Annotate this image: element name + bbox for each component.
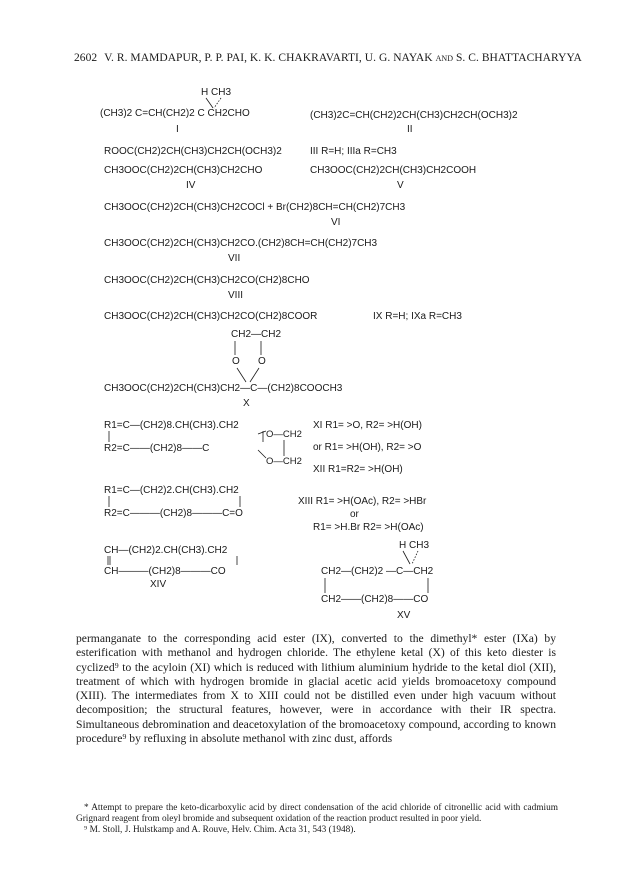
- label-compound-ii: II: [407, 124, 413, 135]
- compound-xi-r1-line: R1=C—(CH2)8.CH(CH3).CH2: [104, 420, 239, 431]
- compound-viii-formula: CH3OOC(CH2)2CH(CH3)CH2CO(CH2)8CHO: [104, 275, 310, 286]
- footnote-star: * Attempt to prepare the keto-dicarboxylic acid by direct condensation of the acid chloride of citronellic acid with cadmium Grignard reagent from oleyl bromide and subsequent oxidation of the reaction product resulted in poor yield.: [76, 803, 558, 825]
- compound-xi-ketal-o1: O—CH2: [266, 429, 302, 440]
- compound-xv-line1: CH2—(CH2)2 —C—CH2: [321, 566, 434, 577]
- label-compound-vii: VII: [228, 253, 241, 264]
- compound-xv-line2: CH2——(CH2)8——CO: [321, 594, 429, 605]
- ketal-ring-top: CH2—CH2: [231, 329, 282, 340]
- page-number: 2602: [74, 52, 98, 64]
- compound-ii-formula: (CH3)2C=CH(CH2)2CH(CH3)CH2CH(OCH3)2: [310, 110, 518, 121]
- label-compound-xv: XV: [397, 610, 411, 621]
- compound-xiii-r1-line: R1=C—(CH2)2.CH(CH3).CH2: [104, 485, 239, 496]
- compound-vii-formula: CH3OOC(CH2)2CH(CH3)CH2CO.(CH2)8CH=CH(CH2)7CH3: [104, 238, 378, 249]
- label-compound-i: I: [176, 124, 179, 135]
- label-compound-iii: III R=H; IIIa R=CH3: [310, 146, 397, 157]
- compound-v-formula: CH3OOC(CH2)2CH(CH3)CH2COOH: [310, 165, 477, 176]
- label-compound-ix: IX R=H; IXa R=CH3: [373, 311, 462, 322]
- label-compound-xii: XII R1=R2= >H(OH): [313, 464, 403, 475]
- compound-i-formula: (CH3)2 C=CH(CH2)2 C CH2CHO: [100, 108, 250, 119]
- compound-iii-formula: ROOC(CH2)2CH(CH3)CH2CH(OCH3)2: [104, 146, 282, 157]
- label-compound-v: V: [397, 180, 404, 191]
- body-paragraph: [76, 632, 556, 746]
- compound-x-formula: CH3OOC(CH2)2CH(CH3)CH2—C—(CH2)8COOCH3: [104, 383, 343, 394]
- compound-xiv-line2: CH———(CH2)8———CO: [104, 566, 226, 577]
- compound-xi-r2-line: R2=C——(CH2)8——C: [104, 443, 210, 454]
- label-compound-xiv: XIV: [150, 579, 167, 590]
- compound-i-substituents: H CH3: [201, 87, 232, 98]
- label-compound-viii: VIII: [228, 290, 244, 301]
- label-compound-x: X: [243, 398, 250, 409]
- compound-xiv-line1: CH—(CH2)2.CH(CH3).CH2: [104, 545, 228, 556]
- label-compound-vi: VI: [331, 217, 341, 228]
- ketal-oxygen-left: O: [232, 356, 240, 367]
- footnote-reference-9: ⁹ M. Stoll, J. Hulstkamp and A. Rouve, Helv. Chim. Acta 31, 543 (1948).: [84, 825, 356, 836]
- label-compound-xiii-or: or: [350, 509, 359, 520]
- label-compound-iv: IV: [186, 180, 196, 191]
- footnotes: [76, 803, 558, 837]
- author-line: V. R. MAMDAPUR, P. P. PAI, K. K. CHAKRAVARTI, U. G. NAYAK and S. C. BHATTACHARYYA: [104, 52, 582, 64]
- body-paragraph-text: permanganate to the corresponding acid ester (IX), converted to the dimethyl* ester (IXa) by esterification with methanol and hydrogen chloride. The ethylene ketal (X) of this keto diester is cyclized⁹ to the acyloin (XI) which is reduced with lithium aluminium hydride to the ketal diol (XII), treatment of which with hydrogen bromide in glacial acetic acid yields bromoacetoxy compound (XIII). The intermediates from X to XIII could not be distilled even under high vacuum without decomposition; the structural features, however, were in accordance with their IR spectra. Simultaneous debromination and deacetoxylation of the bromoacetoxy compound, according to known procedure⁹ by refluxing in absolute methanol with zinc dust, affords: [76, 632, 556, 746]
- compound-xi-ketal-o2: O—CH2: [266, 456, 302, 467]
- compound-xv-substituents: H CH3: [399, 540, 430, 551]
- label-compound-xiii-alt: R1= >H.Br R2= >H(OAc): [313, 522, 424, 533]
- label-compound-xiii: XIII R1= >H(OAc), R2= >HBr: [298, 496, 427, 507]
- compound-xiii-r2-line: R2=C———(CH2)8———C=O: [104, 508, 243, 519]
- compound-iv-formula: CH3OOC(CH2)2CH(CH3)CH2CHO: [104, 165, 263, 176]
- compound-vi-formula: CH3OOC(CH2)2CH(CH3)CH2COCl + Br(CH2)8CH=CH(CH2)7CH3: [104, 202, 406, 213]
- compound-ix-formula: CH3OOC(CH2)2CH(CH3)CH2CO(CH2)8COOR: [104, 311, 318, 322]
- ketal-oxygen-right: O: [258, 356, 266, 367]
- label-compound-xi-alt: or R1= >H(OH), R2= >O: [313, 442, 422, 453]
- running-header: [74, 52, 582, 64]
- label-compound-xi: XI R1= >O, R2= >H(OH): [313, 420, 422, 431]
